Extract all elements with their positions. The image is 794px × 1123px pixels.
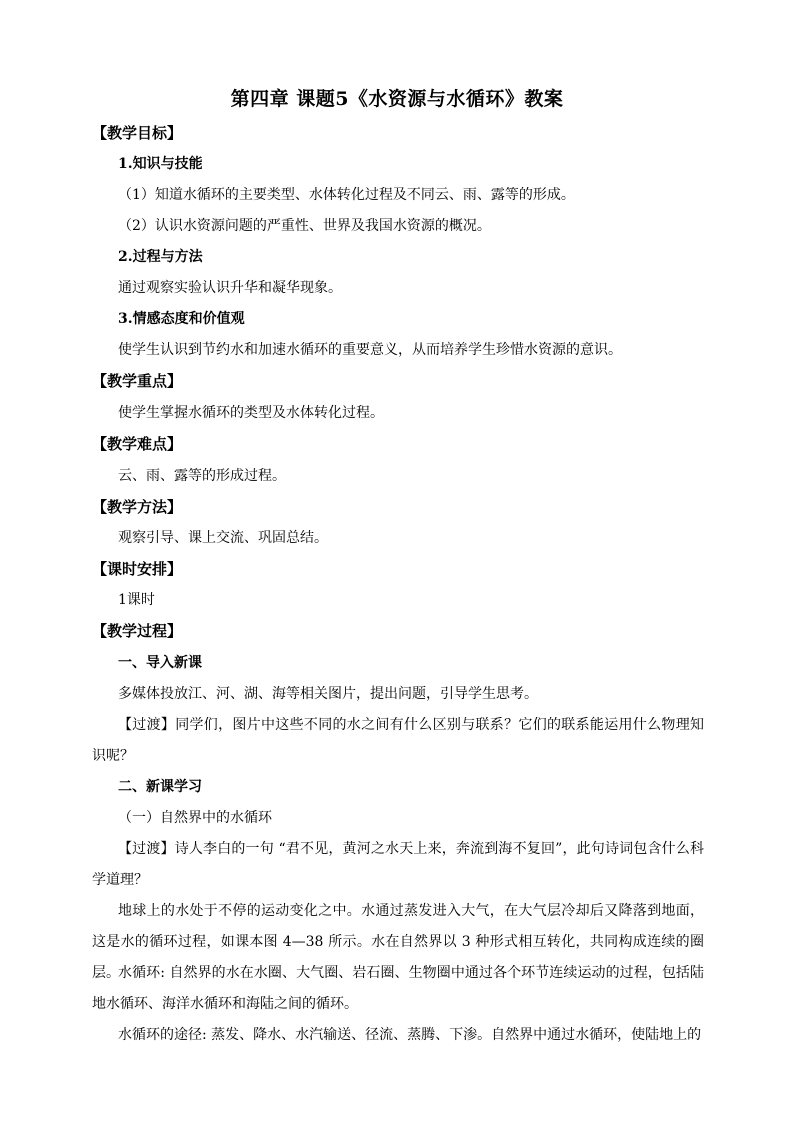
goal1-item1: （1）知道水循环的主要类型、水体转化过程及不同云、雨、露等的形成。 [118, 187, 575, 203]
intro-heading: 一、导入新课 [118, 655, 202, 671]
goal1-item2: （2）认识水资源问题的严重性、世界及我国水资源的概况。 [118, 218, 491, 234]
body-paragraph-2: 水循环: 自然界的水在水圈、大气圈、岩石圈、生物圈中通过各个环节连续运动的过程，包括陆地水循环、海洋水循环和海陆之间的循环。 [92, 965, 704, 1012]
new-lesson-heading: 二、新课学习 [118, 779, 202, 795]
goals-heading: 【教学目标】 [92, 124, 183, 142]
schedule-heading: 【课时安排】 [92, 560, 183, 578]
method-heading: 【教学方法】 [92, 498, 183, 516]
body-paragraph-3: 水循环的途径: 蒸发、降水、水汽输送、径流、蒸腾、下渗。自然界中通过水循环，使陆地上的 [118, 1027, 702, 1043]
transition-paragraph-2: 【过渡】诗人李白的一句 “君不见，黄河之水天上来，奔流到海不复回”，此句诗词包含什么科学道理？ [92, 841, 704, 888]
part1-heading: （一）自然界中的水循环 [118, 810, 272, 826]
goal2-text: 通过观察实验认识升华和凝华现象。 [118, 280, 342, 296]
goal3-text: 使学生认识到节约水和加速水循环的重要意义，从而培养学生珍惜水资源的意识。 [118, 342, 622, 358]
method-text: 观察引导、课上交流、巩固总结。 [118, 530, 328, 546]
process-heading: 【教学过程】 [92, 622, 183, 640]
body-paragraph-1: 地球上的水处于不停的运动变化之中。水通过蒸发进入大气，在大气层冷却后又降落到地面，这是水的循环过程，如课本图 4—38 所示。水在自然界以 3 种形式相互转化，共同构成连续的圈层。 [92, 903, 704, 981]
difficulty-text: 云、雨、露等的形成过程。 [118, 468, 286, 484]
transition-paragraph-1: 【过渡】同学们，图片中这些不同的水之间有什么区别与联系？它们的联系能运用什么物理知识呢？ [92, 717, 704, 764]
key-text: 使学生掌握水循环的类型及水体转化过程。 [118, 405, 384, 421]
goal2-heading: 2.过程与方法 [118, 249, 203, 265]
intro-text: 多媒体投放江、河、湖、海等相关图片，提出问题，引导学生思考。 [118, 686, 538, 702]
key-heading: 【教学重点】 [92, 372, 183, 390]
goal3-heading: 3.情感态度和价值观 [118, 311, 245, 327]
goal1-heading: 1.知识与技能 [118, 156, 203, 172]
schedule-text: 1课时 [118, 592, 155, 608]
document-title: 第四章 课题5《水资源与水循环》教案 [230, 88, 564, 110]
difficulty-heading: 【教学难点】 [92, 435, 183, 453]
